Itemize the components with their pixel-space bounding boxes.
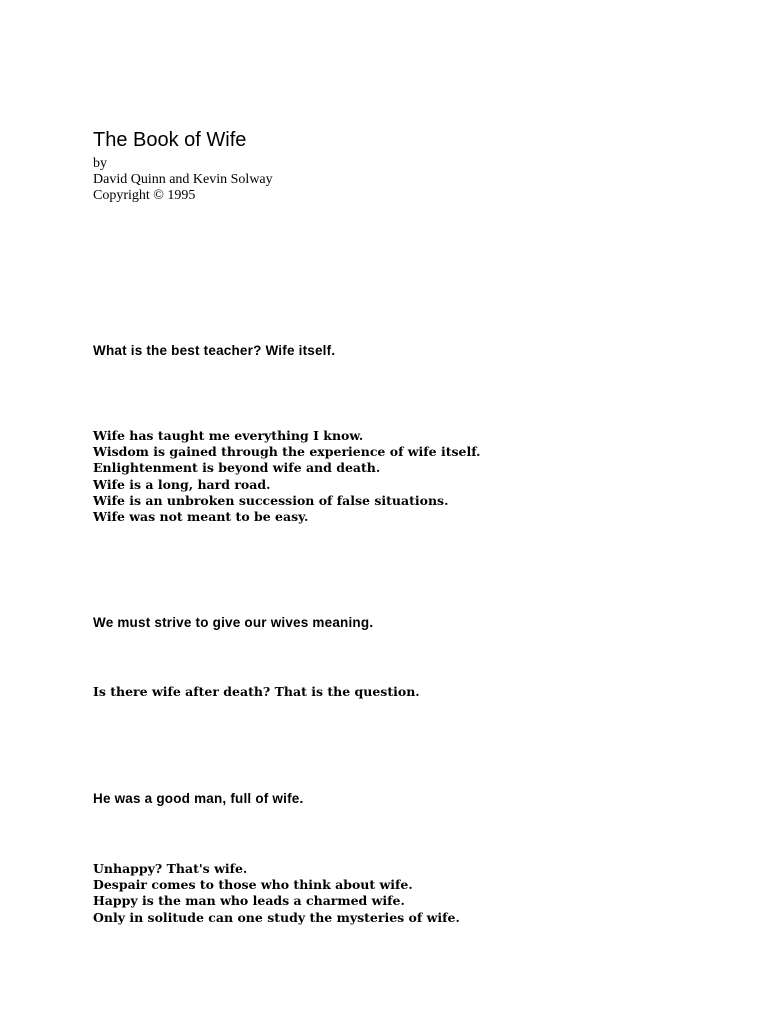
- body-line: Unhappy? That's wife.: [93, 861, 248, 876]
- byline-authors: David Quinn and Kevin Solway: [93, 172, 273, 187]
- body-line: Wisdom is gained through the experience of wife itself.: [93, 444, 481, 460]
- section-body: [93, 428, 481, 525]
- byline: [93, 156, 273, 204]
- byline-by: by: [93, 156, 107, 171]
- body-line: Wife is a long, hard road.: [93, 476, 271, 492]
- body-line: Is there wife after death? That is the question.: [93, 684, 420, 699]
- body-line: Wife was not meant to be easy.: [93, 509, 309, 525]
- section-heading: He was a good man, full of wife.: [93, 791, 304, 806]
- document-title: The Book of Wife: [93, 129, 247, 151]
- section-heading: We must strive to give our wives meaning.: [93, 615, 374, 630]
- body-line: Only in solitude can one study the mysteries of wife.: [93, 909, 460, 925]
- section-body: [93, 684, 420, 700]
- section-heading: What is the best teacher? Wife itself.: [93, 343, 336, 358]
- body-line: Wife is an unbroken succession of false situations.: [93, 492, 449, 508]
- body-line: Happy is the man who leads a charmed wife.: [93, 893, 405, 909]
- section-body: [93, 861, 460, 926]
- body-line: Despair comes to those who think about wife.: [93, 877, 413, 893]
- byline-copyright: Copyright © 1995: [93, 188, 196, 203]
- body-line: Enlightenment is beyond wife and death.: [93, 460, 381, 476]
- body-line: Wife has taught me everything I know.: [93, 428, 364, 443]
